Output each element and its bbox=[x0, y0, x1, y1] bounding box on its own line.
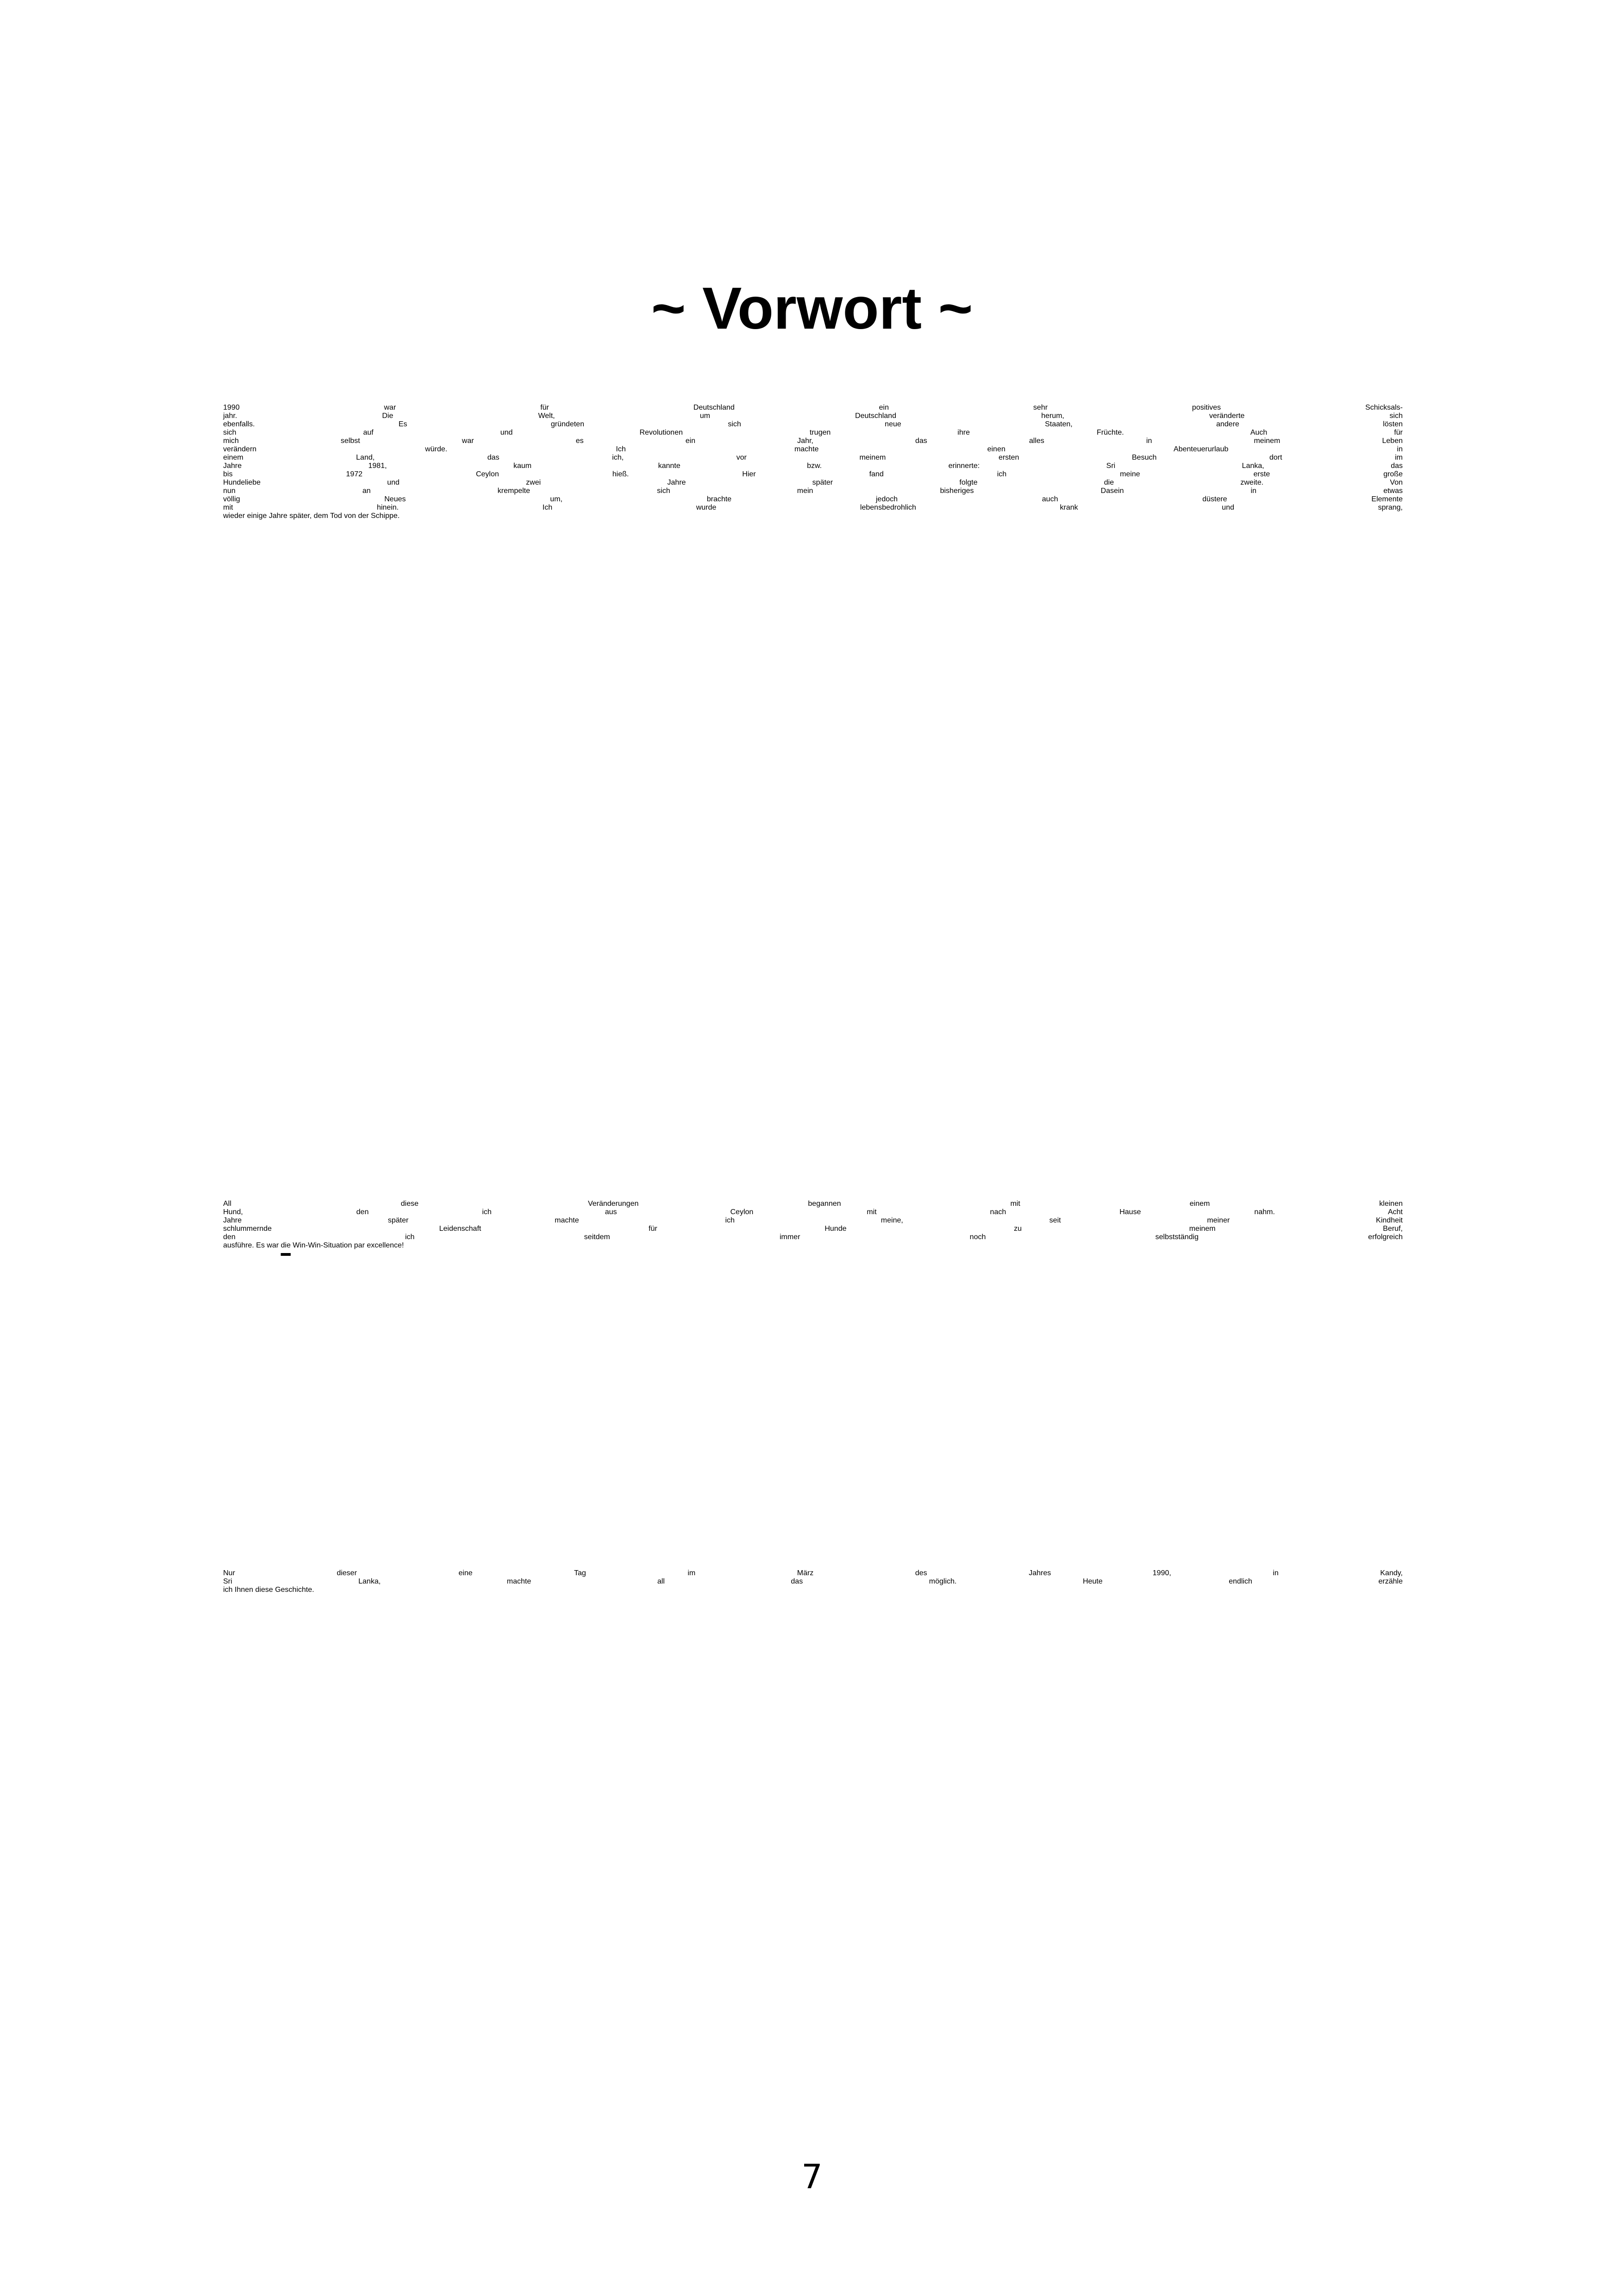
text-line: mich selbst war es ein Jahr, das alles in meinem Leben bbox=[223, 437, 1403, 445]
paragraph-3 bbox=[223, 1569, 1403, 1594]
text-line: verändern würde. Ich machte einen Abenteuerurlaub in bbox=[223, 445, 1403, 453]
text-line: völlig Neues um, brachte jedoch auch düstere Elemente bbox=[223, 495, 1403, 503]
text-line: wieder einige Jahre später, dem Tod von der Schippe. bbox=[223, 512, 400, 520]
text-line: mit hinein. Ich wurde lebensbedrohlich krank und sprang, bbox=[223, 504, 1403, 511]
text-line: ich Ihnen diese Geschichte. bbox=[223, 1586, 314, 1594]
text-line: nun an krempelte sich mein bisheriges Dasein in etwas bbox=[223, 487, 1403, 495]
text-line: sich auf und Revolutionen trugen ihre Früchte. Auch für bbox=[223, 429, 1403, 437]
text-line: schlummernde Leidenschaft für Hunde zu meinem Beruf, bbox=[223, 1225, 1403, 1233]
text-line: 1990 war für Deutschland ein sehr positives Schicksals- bbox=[223, 404, 1403, 412]
text-line: Sri Lanka, machte all das möglich. Heute endlich erzähle bbox=[223, 1578, 1403, 1585]
text-line: einem Land, das ich, vor meinem ersten Besuch dort im bbox=[223, 454, 1403, 461]
text-line: Jahre später machte ich meine, seit meiner Kindheit bbox=[223, 1216, 1403, 1224]
text-line: Jahre 1981, kaum kannte bzw. erinnerte: Sri Lanka, das bbox=[223, 462, 1403, 470]
text-segment: Win-Win-Situation par excellence! bbox=[290, 1241, 404, 1249]
paragraph-1 bbox=[223, 404, 1403, 520]
text-line: Nur dieser eine Tag im März des Jahres 1990, in Kandy, bbox=[223, 1569, 1403, 1577]
page-number: 7 bbox=[801, 2157, 823, 2196]
page-title: ~ Vorwort ~ bbox=[651, 275, 973, 342]
text-line: Hund, den ich aus Ceylon mit nach Hause nahm. Acht bbox=[223, 1208, 1403, 1216]
text-line: All diese Veränderungen begannen mit einem kleinen bbox=[223, 1200, 1403, 1208]
text-segment: ausführe. Es war bbox=[223, 1241, 281, 1249]
text-line bbox=[223, 1241, 1403, 1250]
text-line: ebenfalls. Es gründeten sich neue Staaten, andere lösten bbox=[223, 420, 1403, 428]
underlined-word: die bbox=[281, 1241, 291, 1249]
paragraph-2 bbox=[223, 1200, 1403, 1250]
text-line: Hundeliebe und zwei Jahre später folgte die zweite. Von bbox=[223, 479, 1403, 486]
text-line: den ich seitdem immer noch selbstständig erfolgreich bbox=[223, 1233, 1403, 1241]
text-line: bis 1972 Ceylon hieß. Hier fand ich meine erste große bbox=[223, 470, 1403, 478]
text-line: jahr. Die Welt, um Deutschland herum, veränderte sich bbox=[223, 412, 1403, 420]
